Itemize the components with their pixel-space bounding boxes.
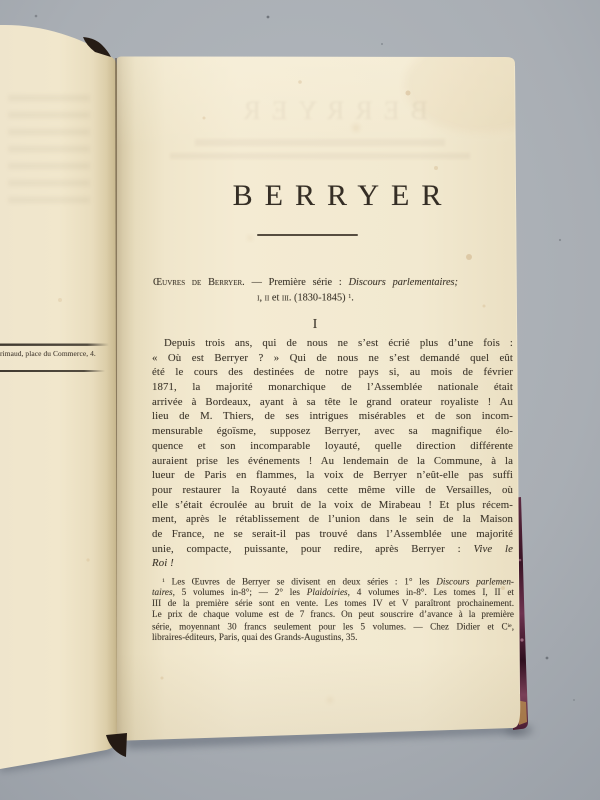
text-segment: III de la première série sont en vente. Les tomes IV et V paraîtront prochainement. xyxy=(152,598,514,609)
text-segment: série, moyennant 30 francs seulement pour les 5 volumes. — Chez Didier et C xyxy=(152,620,508,631)
footnote-line xyxy=(152,576,514,587)
showthrough-smudge xyxy=(195,139,445,146)
text-segment: Œuvres de Berryer. xyxy=(153,277,245,288)
footnote-line xyxy=(152,598,514,609)
printer-imprint-fragment: rimaud, place du Commerce, 4. xyxy=(0,349,96,358)
body-line xyxy=(152,336,513,351)
body-line xyxy=(152,556,513,571)
imprint-rule-top xyxy=(0,344,109,346)
body-line xyxy=(152,468,513,483)
text-segment: 1871, la majorité monarchique de l’Assemblée nationale était xyxy=(152,381,513,394)
footnote-line xyxy=(152,587,514,598)
text-segment: Vive le xyxy=(473,542,513,555)
series-heading xyxy=(153,276,458,304)
text-segment: unie, compacte, puissante, pour redire, après Berryer : xyxy=(152,542,474,555)
body-line xyxy=(152,351,513,366)
text-segment: . xyxy=(351,292,354,304)
text-segment: été le cours des destinées de notre pays si, au mois de février xyxy=(152,366,513,379)
body-line xyxy=(152,527,513,542)
text-segment: pour restaurer la Royauté dans cette même ville de Versailles, où xyxy=(152,483,513,496)
text-segment: 4 volumes in-8°. Les tomes I, II et xyxy=(349,587,514,598)
text-segment: quence et son incomparable loyauté, quelle direction différente xyxy=(152,439,513,452)
text-segment: 1 xyxy=(162,578,165,584)
body-line xyxy=(152,483,513,498)
footnote xyxy=(152,576,514,643)
body-line xyxy=(152,424,513,439)
body-line xyxy=(152,498,513,513)
body-line xyxy=(152,542,513,557)
text-segment: lieu de M. Thiers, de ses intrigues misérables et de son incom- xyxy=(152,410,513,423)
text-segment: Discours parlemen- xyxy=(436,576,514,587)
page-title: BERRYER xyxy=(232,179,454,212)
text-segment: iii. xyxy=(281,292,292,304)
showthrough-smudge xyxy=(170,153,470,159)
marbled-edge-fleck xyxy=(519,559,522,562)
series-heading-line xyxy=(153,290,458,304)
text-segment: 5 volumes in-8°; — 2° les xyxy=(174,587,307,598)
text-segment: Discours parlementaires; xyxy=(348,277,458,288)
body-line xyxy=(152,365,513,380)
body-paragraph xyxy=(152,336,513,571)
text-segment: de France, ne se serait-il pas trouvé dans l’Assemblée une majorité xyxy=(152,527,513,540)
body-line xyxy=(152,380,513,395)
text-segment: — Première série : xyxy=(244,277,349,288)
series-heading-line xyxy=(153,276,458,290)
footnote-line xyxy=(152,621,514,632)
text-segment: lueur de Paris en flammes, la voix de Berryer n’eût-elle pas suffi xyxy=(152,469,513,482)
title-rule xyxy=(257,234,358,236)
footnote-line xyxy=(152,609,514,620)
body-line xyxy=(152,439,513,454)
body-line xyxy=(152,512,513,527)
body-line xyxy=(152,454,513,469)
text-segment: elle s’était écroulée au bruit de la voix de Mirabeau ! Et plus récem- xyxy=(152,498,513,511)
text-segment: ment, après le rétablissement de l’union dans le sein de la Maison xyxy=(152,513,513,526)
text-segment: i, ii xyxy=(257,292,270,304)
text-segment: et xyxy=(269,292,282,304)
showthrough-smudge xyxy=(8,95,90,210)
showthrough-smudge: BERRYER xyxy=(232,96,428,125)
text-segment: ie xyxy=(507,622,512,629)
body-line xyxy=(152,395,513,410)
imprint-rule-bottom xyxy=(0,370,105,372)
text-segment: Roi ! xyxy=(152,557,174,570)
text-segment: libraires-éditeurs, Paris, quai des Grands-Augustins, 35. xyxy=(152,631,358,642)
text-segment: arrivée à Bordeaux, ayant à sa tête le grand orateur royaliste ! Au xyxy=(152,395,513,408)
text-segment: taires, xyxy=(152,587,175,598)
text-segment: , xyxy=(511,620,514,631)
text-segment: « Où est Berryer ? » Qui de nous ne s’est demandé quel eût xyxy=(152,351,513,364)
footnote-line xyxy=(152,632,514,643)
section-numeral: I xyxy=(312,316,318,331)
text-segment: Le prix de chaque volume est de 7 francs. On peut souscrire d’avance à la première xyxy=(152,609,514,620)
body-line xyxy=(152,409,513,424)
text-segment: Plaidoiries, xyxy=(306,587,350,598)
text-segment: mensurable égoïsme, supposez Berryer, avec sa magnifique élo- xyxy=(152,425,513,438)
marbled-edge-fleck xyxy=(520,638,523,641)
text-segment: 1 xyxy=(348,292,352,300)
text-segment: (1830-1845) xyxy=(291,292,349,304)
text-segment: auraient prise les événements ! Au lendemain de la Commune, à la xyxy=(152,454,513,467)
text-segment: Les Œuvres de Berryer se divisent en deux séries : 1° les xyxy=(164,576,437,587)
text-segment: Depuis trois ans, qui de nous ne s’est écrié plus d’une fois : xyxy=(164,337,513,349)
